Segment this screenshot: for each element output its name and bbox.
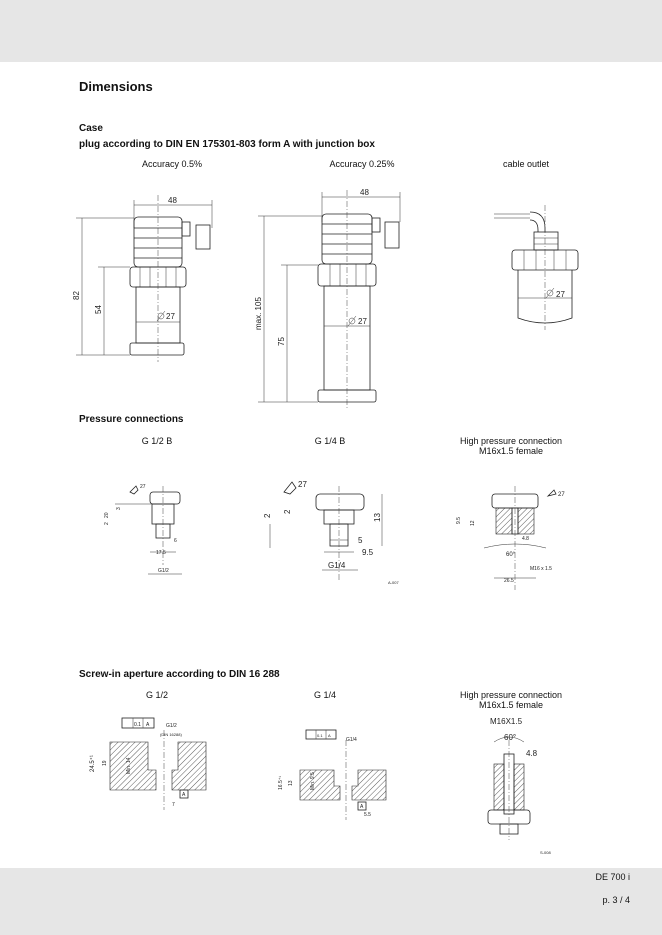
dim-sb-min: Min. 9.5 [310,772,316,790]
pressure-title: Pressure connections [79,414,184,425]
dim-b-g14: G1/4 [328,561,346,570]
dim-sa-tol: 0.1 [134,722,141,728]
caption-cable-outlet: cable outlet [502,159,550,169]
dim-sa-24-5: 24.5⁺¹ [90,755,96,772]
dim-a-27: 27 [140,484,146,490]
dim-dia-27-b: 27 [358,317,367,326]
dim-a-g12: G1/2 [158,568,169,574]
dim-sa-din: (DIN 16288) [160,732,182,737]
dim-a-20: 20 [104,512,110,518]
dim-b-9-5: 9.5 [362,548,374,557]
dim-a-2: 2 [104,522,110,525]
dim-b-2b: 2 [283,509,292,514]
dim-sb-ref: A [328,733,331,738]
dim-sb-a: A [360,804,364,810]
caption-hp-thread: M16x1.5 female [478,446,544,456]
dim-dia-27-a: 27 [166,312,175,321]
dim-c-26-5: 26.5 [504,578,514,584]
dim-sa-min: Min. 14 [126,757,132,774]
caption-screw-g14: G 1/4 [313,690,336,700]
footer-page-number: p. 3 / 4 [602,895,630,905]
dim-c-4-8: 4.8 [522,536,529,542]
dim-a-6: 6 [174,538,177,544]
case-title: Case [79,123,103,134]
drawing-code-s008: S-008 [540,850,551,855]
dim-a-3: 3 [116,507,122,510]
dim-sc-60: 60° [504,733,517,742]
dim-b-27: 27 [298,480,307,489]
dim-b-13: 13 [373,513,382,522]
case-subtitle: plug according to DIN EN 175301-803 form A with junction box [79,139,375,150]
dim-b-2a: 2 [263,513,272,518]
caption-g12b: G 1/2 B [141,436,173,446]
dim-height-75: 75 [277,337,286,346]
dim-height-82: 82 [72,291,81,300]
dim-sb-tol: 0.1 [317,733,323,738]
dim-width-48-a: 48 [168,196,177,205]
dim-sb-g14: G1/4 [346,737,357,743]
dim-sa-7: 7 [172,802,175,808]
caption-accuracy-025: Accuracy 0.25% [329,159,395,169]
dim-c-9-5: 9.5 [456,517,462,524]
dim-height-54: 54 [94,305,103,314]
dim-sa-a: A [182,792,186,798]
dim-sc-m16: M16X1.5 [490,717,523,726]
dim-sa-19: 19 [102,760,108,766]
dim-sb-13: 13 [288,780,294,786]
dim-sb-5-5: 5.5 [364,812,371,818]
caption-screw-g12: G 1/2 [145,690,168,700]
dim-c-27: 27 [558,492,565,498]
dim-sa-ref: A [146,722,150,728]
caption-screw-hp-thread: M16x1.5 female [478,700,544,710]
dim-height-max105: max. 105 [254,297,263,330]
dim-c-m16: M16 x 1.5 [530,566,552,572]
caption-hp-connection: High pressure connection [459,436,563,446]
caption-accuracy-05: Accuracy 0.5% [141,159,203,169]
dim-sa-g12: G1/2 [166,723,177,729]
dim-c-12: 12 [470,520,476,526]
caption-g14b: G 1/4 B [314,436,346,446]
dim-a-17-5: 17.5 [156,550,166,556]
dim-dia-27-c: 27 [556,290,565,299]
caption-screw-hp-connection: High pressure connection [459,690,563,700]
drawing-code-a007: A-007 [388,580,399,585]
footer-document-code: DE 700 i [595,872,630,882]
dim-sc-4-8: 4.8 [526,749,538,758]
screw-title: Screw-in aperture according to DIN 16 288 [79,669,280,680]
dim-c-60: 60° [506,552,516,558]
dim-b-5: 5 [358,536,363,545]
page-title: Dimensions [79,79,153,94]
dim-sb-16-5: 16.5⁺¹ [278,775,284,790]
dim-width-48-b: 48 [360,188,369,197]
